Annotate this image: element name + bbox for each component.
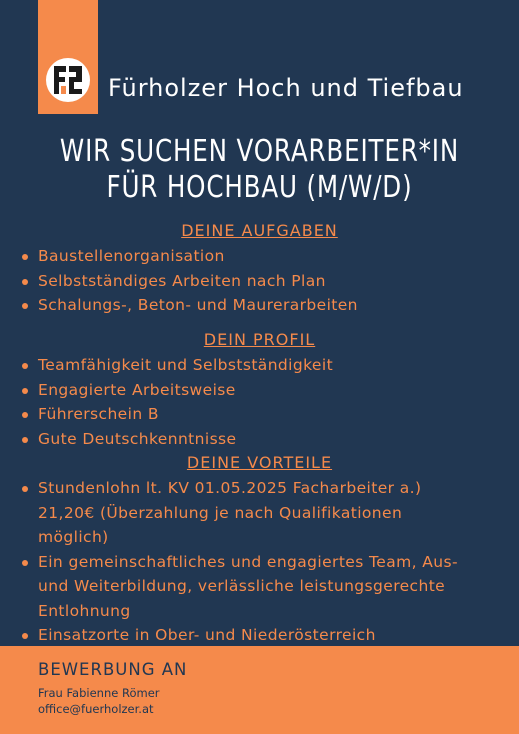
list-item-line: möglich) [38,528,109,546]
list-vorteile [20,476,458,648]
contact-email[interactable]: office@fuerholzer.at [38,702,154,716]
footer-title: BEWERBUNG AN [38,660,188,679]
fuerholzer-logo-icon [46,58,90,102]
list-item-line: Stundenlohn lt. KV 01.05.2025 Facharbeiter a.) [38,479,422,497]
list-item: Gute Deutschkenntnisse [20,427,333,452]
list-item: Baustellenorganisation [20,244,358,269]
page-title [47,134,473,206]
headline-line-2: FÜR HOCHBAU (M/W/D) [106,170,413,205]
contact-name: Frau Fabienne Römer [38,686,160,700]
list-item: Teamfähigkeit und Selbstständigkeit [20,353,333,378]
list-item-line: 21,20€ (Überzahlung je nach Qualifikationen [38,503,403,522]
list-profil [20,353,333,451]
list-item: Engagierte Arbeitsweise [20,378,333,403]
list-item [20,623,458,648]
company-name: Fürholzer Hoch und Tiefbau [108,74,464,102]
section-title-aufgaben: DEINE AUFGABEN [181,221,338,240]
list-item-line: und Weiterbildung, verlässliche leistungsgerechte [38,577,446,595]
list-aufgaben [20,244,358,318]
list-item: Selbstständiges Arbeiten nach Plan [20,269,358,294]
list-item-line: Entlohnung [38,601,131,620]
list-item: Führerschein B [20,402,333,427]
section-title-profil: DEIN PROFIL [203,330,316,349]
list-item [20,550,458,624]
list-item [20,476,458,550]
list-item-line: Einsatzorte in Ober- und Niederösterreich [38,626,376,644]
section-title-vorteile: DEINE VORTEILE [186,453,333,472]
headline-line-1: WIR SUCHEN VORARBEITER*IN [59,134,460,169]
footer [0,646,519,734]
list-item: Schalungs-, Beton- und Maurerarbeiten [20,293,358,318]
list-item-line: Ein gemeinschaftliches und engagiertes Team, Aus- [38,552,458,571]
